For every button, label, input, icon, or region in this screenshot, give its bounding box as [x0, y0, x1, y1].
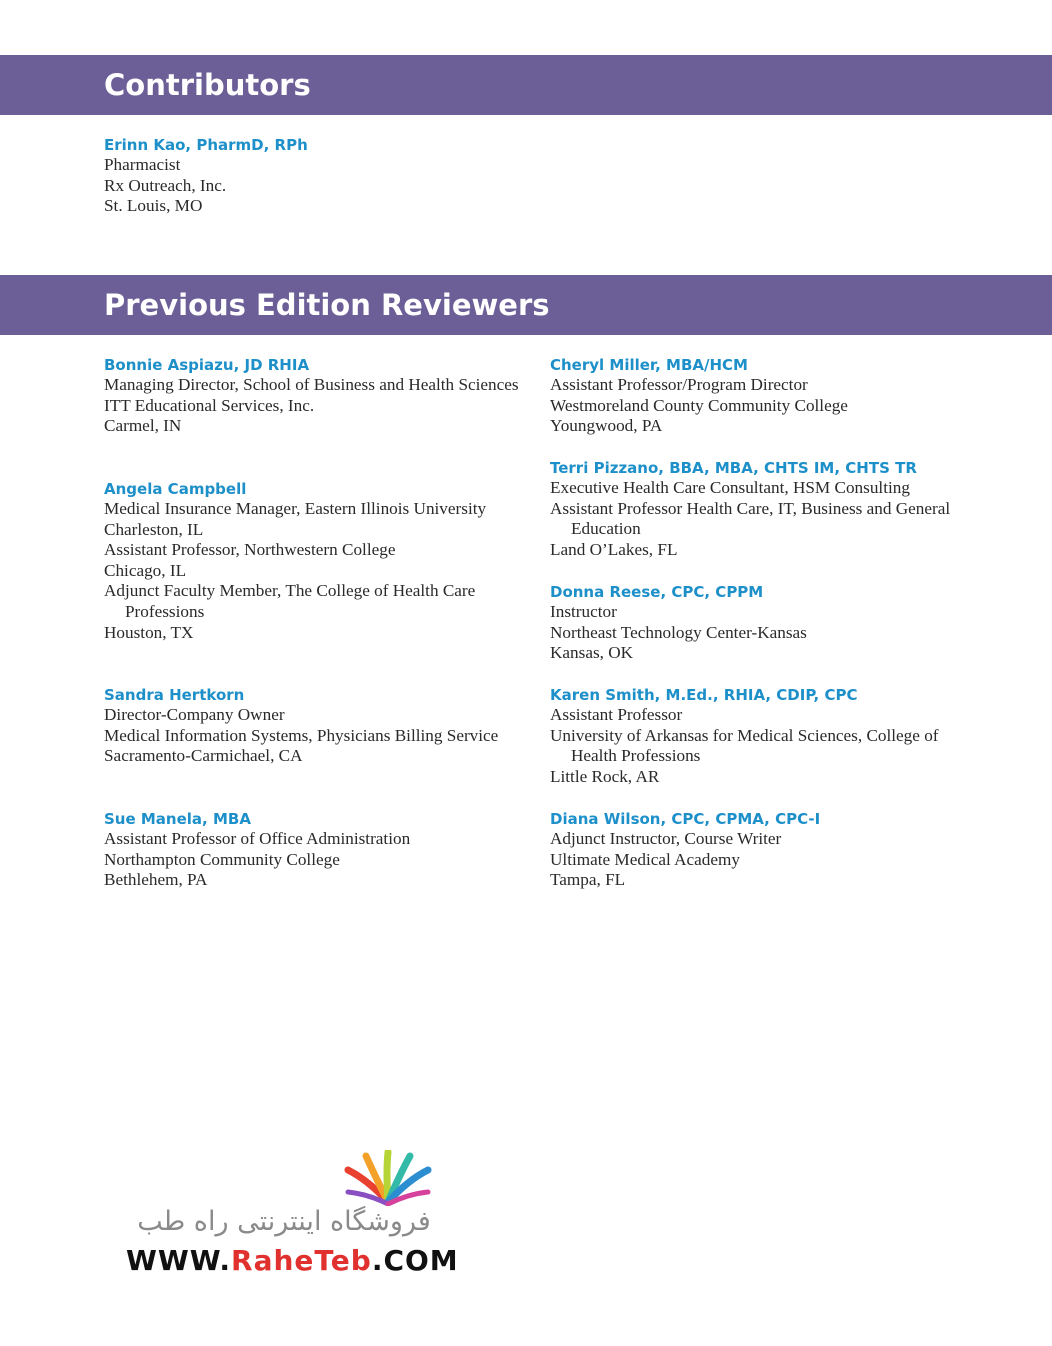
reviewer-line: Kansas, OK [550, 643, 634, 663]
reviewer-name: Sandra Hertkorn [104, 686, 245, 704]
reviewer-name: Donna Reese, CPC, CPPM [550, 583, 764, 601]
contributor-line: Rx Outreach, Inc. [104, 175, 227, 195]
reviewer-name: Cheryl Miller, MBA/HCM [550, 356, 748, 374]
contributor-line: Pharmacist [104, 155, 181, 174]
contributors-heading: Contributors [104, 68, 311, 102]
reviewer-line: Managing Director, School of Business and Health Sciences [104, 375, 519, 394]
reviewer-name: Diana Wilson, CPC, CPMA, CPC-I [550, 810, 821, 828]
reviewer-line: Tampa, FL [550, 870, 626, 890]
reviewer-entry [550, 685, 990, 787]
watermark-url [126, 1244, 459, 1277]
reviewer-entry [104, 479, 524, 643]
book-fan-icon [328, 1150, 448, 1206]
reviewer-name: Angela Campbell [104, 480, 247, 498]
reviewer-line: Bethlehem, PA [104, 870, 208, 890]
reviewer-line: Assistant Professor/Program Director [550, 375, 808, 394]
reviewer-name: Bonnie Aspiazu, JD RHIA [104, 356, 310, 374]
raheteb-watermark-logo [120, 1150, 459, 1280]
reviewer-name: Terri Pizzano, BBA, MBA, CHTS IM, CHTS TR [550, 459, 917, 477]
reviewer-line: Assistant Professor Health Care, IT, Business and General Education [550, 498, 951, 539]
reviewer-line: Director-Company Owner [104, 705, 285, 724]
contributors-banner [0, 55, 1052, 115]
reviewer-line: University of Arkansas for Medical Sciences, College of Health Professions [550, 725, 939, 766]
reviewer-entry [104, 685, 524, 767]
reviewer-line: Northampton Community College [104, 849, 340, 869]
reviewer-line: Instructor [550, 602, 617, 621]
reviewers-banner [0, 275, 1052, 335]
watermark-url-suffix: .COM [371, 1244, 459, 1277]
reviewer-line: Charleston, IL [104, 519, 204, 539]
reviewer-entry [104, 355, 524, 437]
reviewer-entry [104, 809, 524, 891]
reviewer-line: Executive Health Care Consultant, HSM Consulting [550, 478, 910, 497]
reviewer-line: Sacramento-Carmichael, CA [104, 746, 303, 766]
reviewer-line: Houston, TX [104, 622, 194, 642]
reviewer-line: ITT Educational Services, Inc. [104, 395, 315, 415]
reviewer-line: Chicago, IL [104, 560, 187, 580]
reviewer-name: Sue Manela, MBA [104, 810, 251, 828]
reviewer-entry [550, 458, 990, 560]
contributor-name: Erinn Kao, PharmD, RPh [104, 136, 308, 154]
reviewer-line: Medical Information Systems, Physicians Billing Service [104, 725, 499, 745]
reviewer-entry [550, 582, 990, 664]
reviewer-line: Adjunct Faculty Member, The College of Health Care Professions [104, 581, 476, 621]
reviewer-line: Medical Insurance Manager, Eastern Illinois University [104, 499, 487, 518]
reviewer-line: Adjunct Instructor, Course Writer [550, 829, 782, 848]
contributor-entry [104, 135, 524, 217]
reviewer-line: Ultimate Medical Academy [550, 849, 740, 869]
reviewer-name: Karen Smith, M.Ed., RHIA, CDIP, CPC [550, 686, 858, 704]
reviewer-line: Assistant Professor, Northwestern College [104, 540, 396, 560]
reviewer-line: Northeast Technology Center-Kansas [550, 622, 807, 642]
watermark-url-brand: RaheTeb [231, 1244, 372, 1277]
reviewer-line: Carmel, IN [104, 416, 182, 436]
reviewer-entry [550, 355, 990, 437]
reviewer-line: Westmoreland County Community College [550, 395, 848, 415]
reviewer-line: Land O’Lakes, FL [550, 539, 678, 559]
reviewer-line: Youngwood, PA [550, 416, 663, 436]
watermark-url-prefix: WWW. [126, 1244, 232, 1277]
watermark-persian-text: فروشگاه اینترنتی راه طب [137, 1206, 431, 1237]
reviewers-heading: Previous Edition Reviewers [104, 288, 550, 322]
contributor-line: St. Louis, MO [104, 196, 203, 216]
reviewer-entry [550, 809, 990, 891]
reviewer-line: Assistant Professor of Office Administration [104, 829, 411, 848]
reviewer-line: Assistant Professor [550, 705, 683, 724]
reviewer-line: Little Rock, AR [550, 766, 660, 786]
